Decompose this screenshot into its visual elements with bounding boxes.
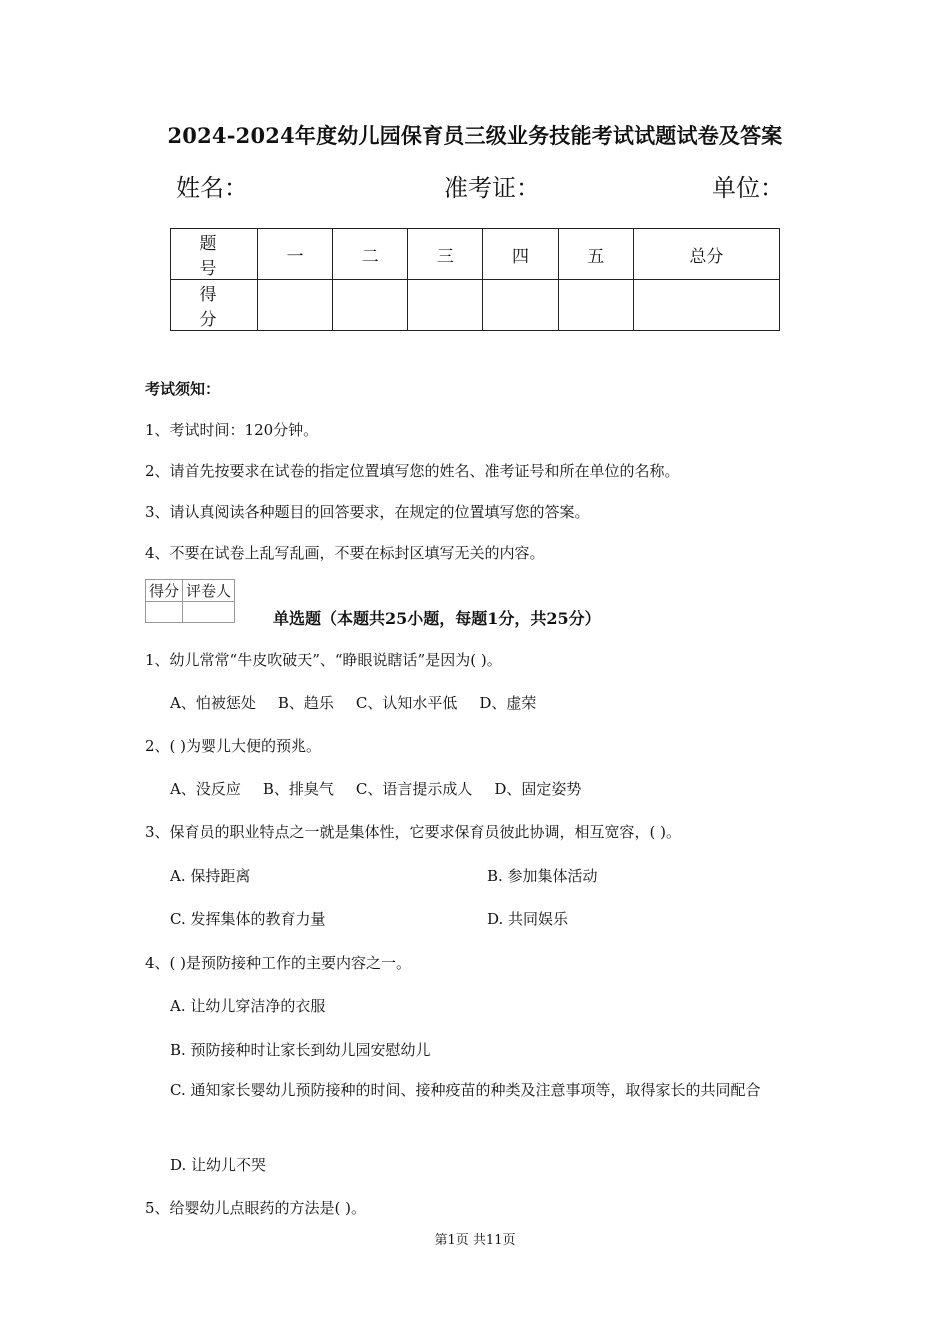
option: B. 预防接种时让家长到幼儿园安慰幼儿 [170, 1041, 431, 1059]
grader-score-cell [146, 602, 183, 623]
note-item: 2、请首先按要求在试卷的指定位置填写您的姓名、准考证号和所在单位的名称。 [145, 462, 680, 480]
score-table-header-cell: 二 [333, 229, 408, 280]
option: B、趋乐 [277, 694, 334, 712]
option: C. 发挥集体的教育力量 [170, 910, 326, 928]
score-table-header-cell: 一 [258, 229, 333, 280]
score-cell [483, 280, 558, 331]
question-stem: 3、保育员的职业特点之一就是集体性，它要求保育员彼此协调，相互宽容，( )。 [145, 823, 682, 841]
page-footer: 第1页 共11页 [434, 1233, 516, 1248]
grader-score-label: 得分 [146, 580, 183, 602]
section-title: 单选题（本题共25小题，每题1分，共25分） [273, 609, 601, 628]
unit-field-label: 单位： [712, 174, 784, 202]
question-stem: 4、( )是预防接种工作的主要内容之一。 [145, 954, 412, 972]
option: B. 参加集体活动 [487, 867, 598, 885]
option: A、怕被惩处 [170, 694, 256, 712]
score-cell [408, 280, 483, 331]
score-cell [258, 280, 333, 331]
note-item: 4、不要在试卷上乱写乱画，不要在标封区填写无关的内容。 [145, 544, 545, 562]
score-table-header-cell: 三 [408, 229, 483, 280]
question-stem: 1、幼儿常常“牛皮吹破天”、“睁眼说瞎话”是因为( )。 [145, 651, 502, 669]
note-item: 1、考试时间：120分钟。 [145, 421, 319, 439]
option: A. 让幼儿穿洁净的衣服 [170, 997, 326, 1015]
score-table-header-cell: 总分 [633, 229, 779, 280]
option: D. 让幼儿不哭 [170, 1156, 267, 1174]
option: C、认知水平低 [355, 694, 458, 712]
score-table-header-cell: 四 [483, 229, 558, 280]
question-stem: 5、给婴幼儿点眼药的方法是( )。 [145, 1199, 367, 1217]
score-cell [633, 280, 779, 331]
score-table-header-cell: 题 号 [171, 229, 258, 280]
option: D、固定姿势 [494, 780, 582, 798]
grader-name-cell [183, 602, 235, 623]
question-options [170, 778, 603, 799]
score-row-label: 得 分 [171, 280, 258, 331]
question-options [170, 692, 558, 713]
document-title: 2024-2024年度幼儿园保育员三级业务技能考试试题试卷及答案 [167, 123, 783, 148]
option: C、语言提示成人 [355, 780, 473, 798]
score-table [170, 228, 780, 331]
score-cell [558, 280, 633, 331]
notes-title: 考试须知： [145, 380, 221, 398]
option: D. 共同娱乐 [487, 910, 569, 928]
score-cell [333, 280, 408, 331]
option: B、排臭气 [262, 780, 334, 798]
note-item: 3、请认真阅读各种题目的回答要求，在规定的位置填写您的答案。 [145, 503, 590, 521]
score-table-header-cell: 五 [558, 229, 633, 280]
grader-box [145, 579, 235, 623]
score-table-score-row [171, 280, 780, 331]
exam-id-field-label: 准考证： [444, 174, 540, 202]
name-field-label: 姓名： [176, 174, 248, 202]
option: C. 通知家长婴幼儿预防接种的时间、接种疫苗的种类及注意事项等，取得家长的共同配合 [170, 1081, 761, 1099]
question-stem: 2、( )为婴儿大便的预兆。 [145, 737, 322, 755]
option: A、没反应 [170, 780, 241, 798]
option: D、虚荣 [479, 694, 537, 712]
grader-name-label: 评卷人 [183, 580, 235, 602]
score-table-header-row [171, 229, 780, 280]
option: A. 保持距离 [170, 867, 251, 885]
